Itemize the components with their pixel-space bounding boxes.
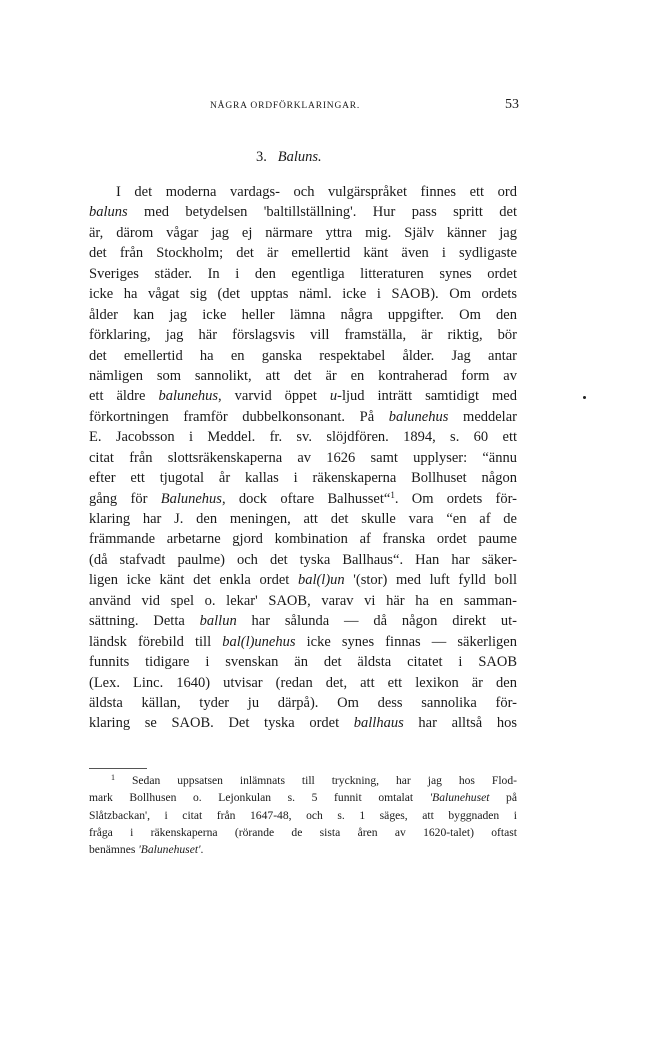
body-line	[89, 386, 517, 406]
text-run: mark Bollhusen o. Lejonkulan s. 5 funnit omtalat	[89, 791, 430, 805]
footnotes	[89, 772, 517, 858]
body-line: funnits tidigare i svenskan än det äldsta citatet i SAOB	[89, 654, 517, 671]
italic-term: Balunehus	[160, 490, 222, 507]
text-run: meddelar	[448, 408, 517, 425]
text-run: . Om ordets för-	[394, 490, 517, 507]
text-run: klaring se SAOB. Det tyska ordet	[89, 715, 354, 732]
body-line: det från Stockholm; det är emellertid känt även i sydligaste	[89, 245, 517, 262]
text-run: , dock oftare Balhusset“	[221, 490, 391, 507]
footnote-line	[89, 789, 517, 806]
body-line: E. Jacobsson i Meddel. fr. sv. slöjdfören. 1894, s. 60 ett	[89, 429, 517, 446]
italic-term: balunehus	[388, 408, 449, 425]
body-line	[89, 570, 517, 590]
text-run: , varvid öppet	[218, 388, 330, 405]
footnote-line: Slåtzbackan', i citat från 1647-48, och s. 1 säges, att byggnaden i	[89, 808, 517, 822]
italic-term: bal(l)unehus	[222, 633, 296, 650]
section-number: 3.	[256, 149, 267, 165]
text-run: har alltså hos	[403, 715, 517, 732]
body-line: (Lex. Linc. 1640) utvisar (redan det, att ett lexikon är den	[89, 674, 517, 691]
body-line: efter ett tjugotal år kallas i räkenskaperna Bollhuset någon	[89, 470, 517, 487]
body-line	[89, 489, 517, 509]
text-run: '(stor) med luft fylld boll	[344, 572, 517, 589]
italic-term: 'Balunehuset	[429, 791, 490, 805]
italic-term: u	[329, 388, 338, 405]
text-run: benämnes	[89, 843, 139, 857]
italic-term: bal(l)un	[297, 572, 345, 589]
italic-term: balunehus	[158, 388, 219, 405]
text-run: icke synes finnas — säkerligen	[295, 633, 517, 650]
body-line: är, därom vågar jag ej närmare yttra mig. Själv känner jag	[89, 224, 517, 241]
section-name: Baluns.	[277, 149, 322, 165]
body-line: Sveriges städer. In i den egentliga litteraturen synes ordet	[89, 265, 517, 282]
footnote-rule	[89, 768, 147, 769]
italic-term: ballun	[199, 613, 237, 630]
italic-term: 'Balunehuset'	[138, 843, 201, 857]
text-run: på	[489, 791, 517, 805]
text-run: har sålunda — då någon direkt ut-	[236, 613, 517, 630]
footnote-marker: 1	[390, 489, 395, 500]
page-number: 53	[505, 97, 519, 112]
text-run: Sedan uppsatsen inlämnats till tryckning, har jag hos Flod-	[115, 774, 517, 787]
body-line: I det moderna vardags- och vulgärspråket finnes ett ord	[116, 184, 517, 200]
body-line: ålder kan jag icke heller lämna några uppgifter. Om den	[89, 306, 517, 323]
text-run: ligen icke känt det enkla ordet	[89, 572, 298, 589]
text-run: .	[200, 843, 204, 857]
body-line	[89, 632, 517, 652]
body-line: förklaring, jag här förslagsvis vill framställa, är riktig, bör	[89, 327, 517, 344]
section-title	[256, 149, 322, 166]
text-run: förkortningen framför dubbelkonsonant. På	[89, 408, 389, 425]
body-line: citat från slottsräkenskaperna av 1626 samt upplyser: “ännu	[89, 449, 517, 466]
body-line	[89, 611, 517, 631]
running-head: NÅGRA ORDFÖRKLARINGAR.	[210, 101, 361, 111]
text-run: sättning. Detta	[89, 613, 200, 630]
body-line	[89, 407, 517, 427]
footnote-marker: 1	[111, 773, 115, 782]
body-line: klaring har J. den meningen, att det skulle vara “en af de	[89, 511, 517, 527]
body-line: nämligen som sannolikt, att det är en kontraherad form av	[89, 367, 517, 384]
body-line: icke ha vågat sig (det upptas näml. icke i SAOB). Om ordets	[89, 286, 517, 303]
text-run: -ljud inträtt samtidigt med	[337, 388, 517, 405]
body-line: äldsta källan, tyder ju därpå). Om dess sannolika för-	[89, 694, 517, 711]
italic-term: ballhaus	[353, 715, 404, 732]
body-text	[89, 182, 517, 734]
body-line: använd vid spel o. lekar' SAOB, varav vi här ha en samman-	[89, 592, 517, 609]
margin-mark	[583, 396, 586, 399]
text-run: ett äldre	[89, 388, 159, 405]
footnote-line	[89, 841, 517, 858]
footnote-line	[89, 772, 517, 789]
text-run: gång för	[89, 490, 161, 507]
body-line: främmande arbetarne gjord kombination af franska ordet paume	[89, 531, 517, 548]
body-line	[89, 202, 517, 222]
body-line	[89, 713, 517, 733]
body-line: (då stafvadt paulme) och det tyska Ballhaus“. Han har säker-	[89, 551, 517, 568]
text-run: ländsk förebild till	[89, 633, 223, 650]
footnote-line: fråga i räkenskaperna (rörande de sista åren av 1620-talet) oftast	[89, 825, 517, 839]
italic-term: baluns	[89, 204, 128, 221]
text-run: med betydelsen 'baltillställning'. Hur pass spritt det	[127, 204, 517, 221]
body-line: det emellertid ha en ganska respektabel ålder. Jag antar	[89, 347, 517, 364]
